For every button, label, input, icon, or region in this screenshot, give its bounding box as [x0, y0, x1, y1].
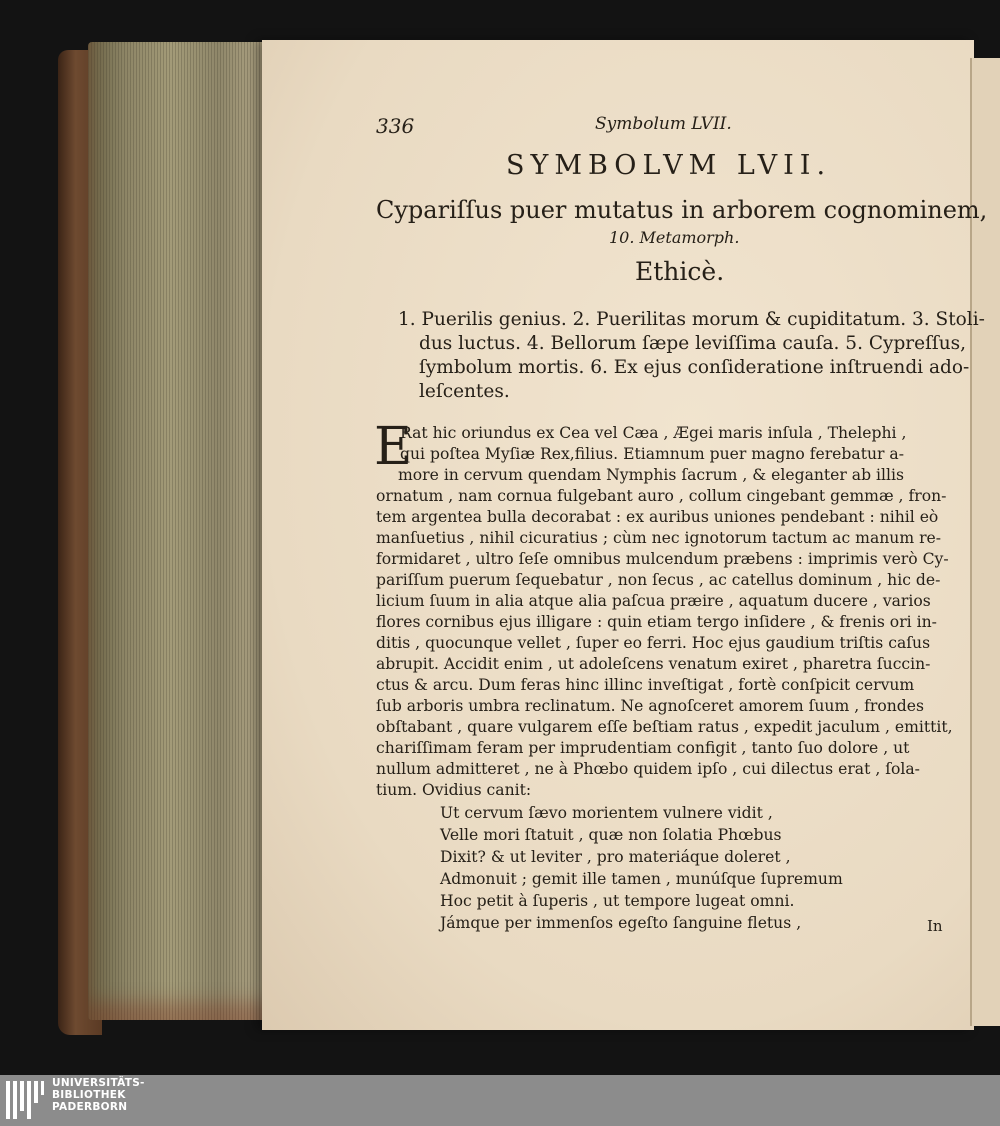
verse-line: Ut cervum ſævo morientem vulnere vidit , [440, 804, 773, 822]
running-head: Symbolum LVII. [595, 114, 732, 134]
body-line: nullum admitteret , ne à Phœbo quidem ipſo , cui dilectus erat , ſola- [376, 760, 920, 778]
source-reference: 10. Metamorph. [609, 228, 740, 247]
section-heading: Ethicè. [635, 257, 725, 286]
verse-line: Jámque per immenſos egeſto ſanguine fletus , [440, 914, 802, 932]
library-footer [0, 1075, 1000, 1126]
chapter-subtitle: Cypariſſus puer mutatus in arborem cognominem, [376, 196, 988, 224]
body-line: obſtabant , quare vulgarem eſſe beſtiam ratus , expedit jaculum , emittit, [376, 718, 953, 736]
library-name-line3: PADERBORN [52, 1101, 128, 1113]
body-line: ſub arboris umbra reclinatum. Ne agnoſceret amorem ſuum , frondes [376, 697, 924, 715]
body-line: tium. Ovidius canit: [376, 781, 532, 799]
body-line: abrupit. Accidit enim , ut adoleſcens venatum exiret , pharetra ſuccin- [376, 655, 931, 673]
body-line: ornatum , nam cornua fulgebant auro , collum cingebant gemmæ , fron- [376, 487, 947, 505]
library-name-line2: BIBLIOTHEK [52, 1089, 126, 1101]
drop-cap: E [374, 417, 412, 477]
catchword: In [927, 917, 943, 935]
body-line: formidaret , ultro ſeſe omnibus mulcendum præbens : imprimis verò Cy- [376, 550, 949, 568]
body-line: pariſſum puerum ſequebatur , non ſecus , ac catellus dominum , hic de- [376, 571, 941, 589]
verse-line: Admonuit ; gemit ille tamen , munúſque ſupremum [440, 870, 843, 888]
page-fore-edge [88, 42, 274, 1020]
library-name-line1: UNIVERSITÄTS- [52, 1077, 145, 1089]
summary-line: dus luctus. 4. Bellorum ſæpe leviſſima cauſa. 5. Cypreſſus, [419, 333, 967, 354]
body-line: more in cervum quendam Nymphis ſacrum , & eleganter ab illis [398, 466, 904, 484]
body-line: manſuetius , nihil cicuratius ; cùm nec ignotorum tactum ac manum re- [376, 529, 942, 547]
body-line: flores cornibus ejus illigare : quin etiam tergo inſidere , & frenis ori in- [376, 613, 937, 631]
body-line: licium ſuum in alia atque alia paſcua præire , aquatum ducere , varios [376, 592, 931, 610]
body-line: qui poſtea Myſiæ Rex,filius. Etiamnum puer magno ferebatur a- [400, 445, 904, 463]
body-line: ditis , quocunque vellet , ſuper eo ferri. Hoc ejus gaudium triſtis caſus [376, 634, 931, 652]
body-line: chariſſimam feram per imprudentiam configit , tanto ſuo dolore , ut [376, 739, 910, 757]
verse-line: Dixit? & ut leviter , pro materiáque doleret , [440, 848, 791, 866]
summary-line: leſcentes. [419, 381, 510, 402]
body-line: Rat hic oriundus ex Cea vel Cæa , Ægei maris inſula , Thelephi , [400, 424, 907, 442]
symbol-title: SYMBOLVM LVII. [506, 150, 832, 181]
body-line: tem argentea bulla decorabat : ex auribus uniones pendebant : nihil eò [376, 508, 939, 526]
summary-line: ſymbolum mortis. 6. Ex ejus conſideratione inſtruendi ado- [419, 357, 970, 378]
body-line: ctus & arcu. Dum feras hinc illinc inveſtigat , fortè conſpicit cervum [376, 676, 915, 694]
university-library-bars-logo [6, 1081, 44, 1119]
page-number: 336 [376, 114, 415, 138]
verse-line: Hoc petit à ſuperis , ut tempore lugeat omni. [440, 892, 795, 910]
verse-line: Velle mori ſtatuit , quæ non ſolatia Phœbus [440, 826, 782, 844]
summary-line: 1. Puerilis genius. 2. Puerilitas morum & cupiditatum. 3. Stoli- [398, 309, 985, 330]
